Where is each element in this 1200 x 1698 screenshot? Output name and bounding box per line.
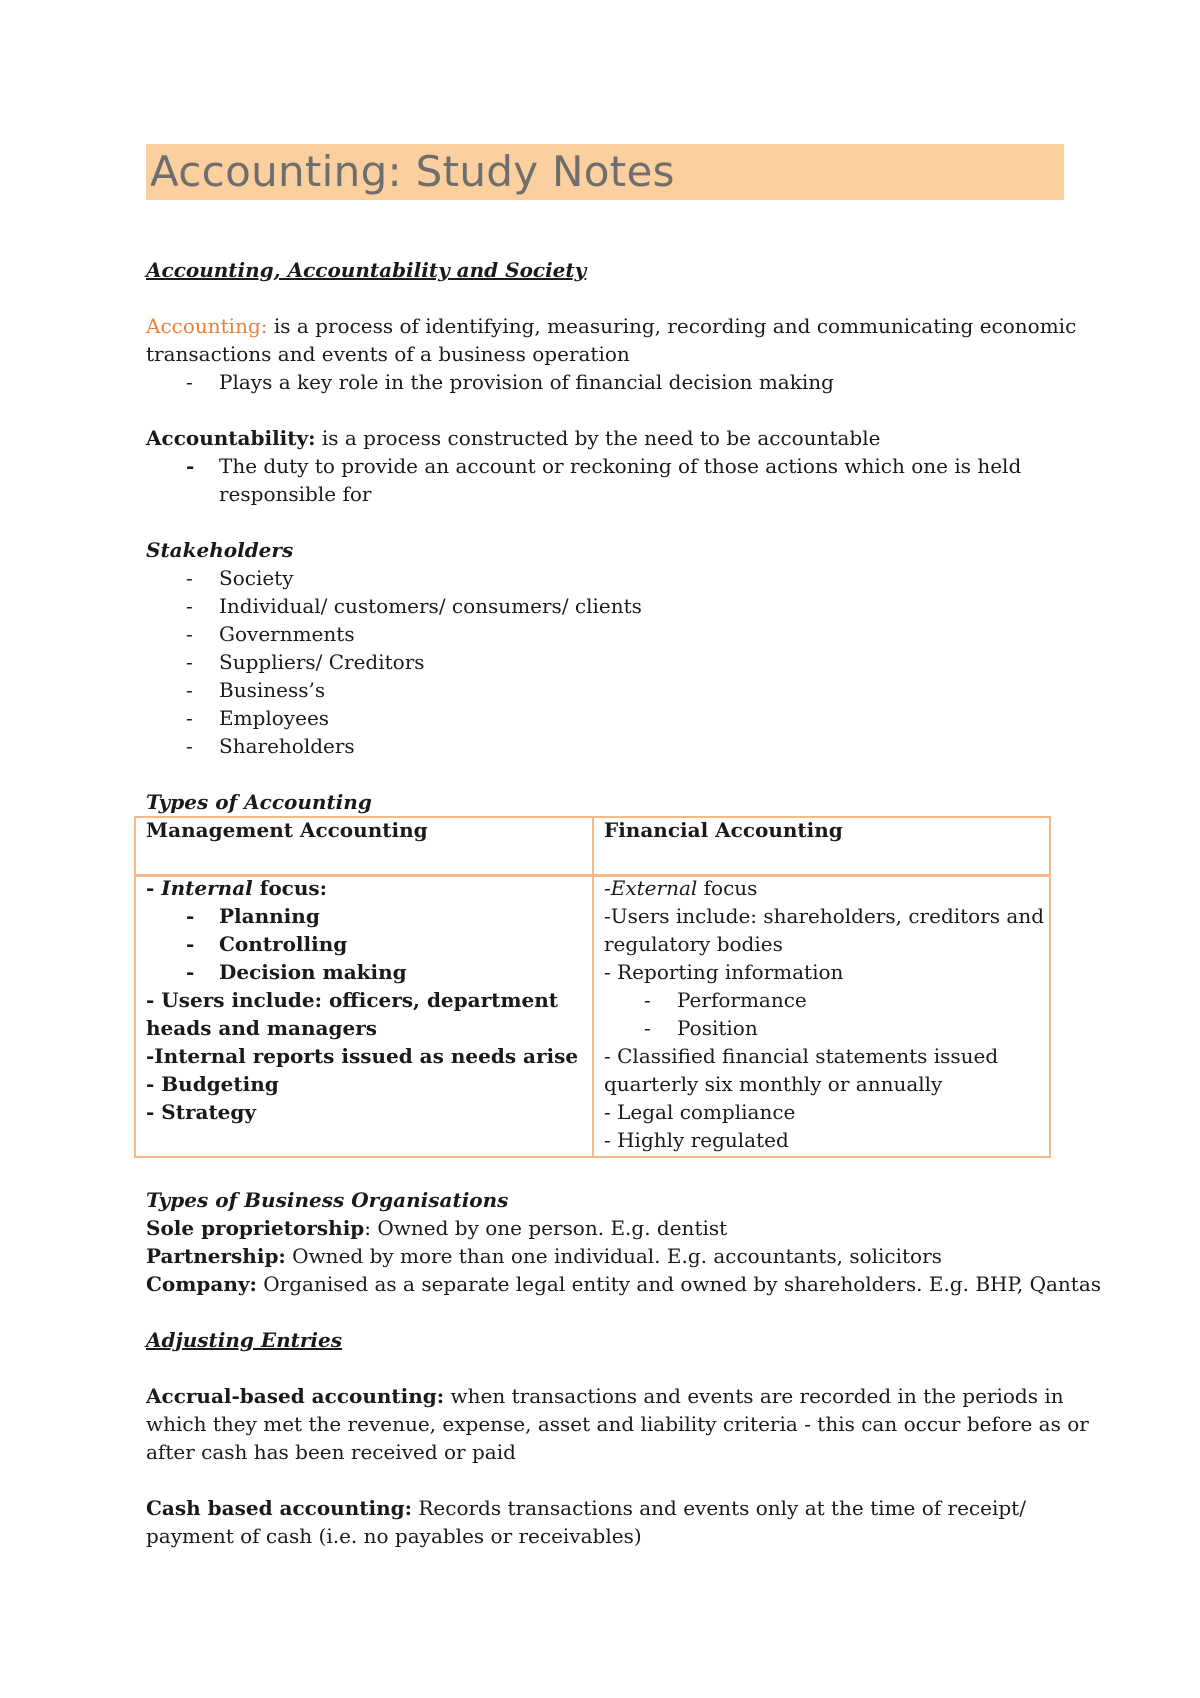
- accounting-definition-line-2: transactions and events of a business operation: [146, 342, 630, 366]
- company-definition: Organised as a separate legal entity and owned by shareholders. E.g. BHP, Qantas: [256, 1272, 1102, 1296]
- stakeholder-item: Business’s: [219, 678, 326, 702]
- financial-line: -Users include: shareholders, creditors and: [604, 904, 1045, 928]
- management-line: - Budgeting: [146, 1072, 279, 1096]
- bullet-dash: -: [644, 988, 651, 1012]
- bullet-dash: -: [186, 370, 193, 394]
- stakeholders-heading: Stakeholders: [146, 538, 294, 562]
- financial-bullet: Position: [677, 1016, 758, 1040]
- accrual-definition-line-3: after cash has been received or paid: [146, 1440, 516, 1464]
- management-bullet: Decision making: [219, 960, 407, 984]
- cash-term: Cash based accounting:: [146, 1496, 412, 1520]
- cash-definition-text: Records transactions and events only at the time of receipt/: [412, 1496, 1026, 1520]
- financial-focus: [604, 874, 757, 902]
- management-focus-rest: focus:: [252, 876, 328, 900]
- accountability-bullet-line-1: The duty to provide an account or reckoning of those actions which one is held: [219, 454, 1022, 478]
- management-focus-italic: Internal: [161, 876, 253, 900]
- accounting-term: Accounting:: [146, 314, 268, 338]
- financial-line: - Classified financial statements issued: [604, 1044, 999, 1068]
- financial-focus-rest: focus: [697, 876, 758, 900]
- financial-line: regulatory bodies: [604, 932, 783, 956]
- accountability-bullet-line-2: responsible for: [219, 482, 372, 506]
- management-line: - Strategy: [146, 1100, 257, 1124]
- stakeholder-item: Governments: [219, 622, 355, 646]
- company-line: [146, 1270, 1101, 1298]
- management-line: -Internal reports issued as needs arise: [146, 1044, 579, 1068]
- accounting-definition-text: is a process of identifying, measuring, recording and communicating economic: [267, 314, 1077, 338]
- table-column-divider: [592, 818, 594, 1156]
- bullet-dash: -: [186, 960, 195, 984]
- partnership-definition: Owned by more than one individual. E.g. accountants, solicitors: [285, 1244, 942, 1268]
- accrual-term: Accrual-based accounting:: [146, 1384, 445, 1408]
- stakeholder-item: Society: [219, 566, 294, 590]
- bullet-dash: -: [186, 594, 193, 618]
- accounting-types-table: [134, 816, 1051, 1158]
- financial-line: quarterly six monthly or annually: [604, 1072, 943, 1096]
- financial-line: - Highly regulated: [604, 1128, 789, 1152]
- stakeholder-item: Employees: [219, 706, 330, 730]
- stakeholder-item: Shareholders: [219, 734, 355, 758]
- financial-focus-italic: -External: [604, 876, 698, 900]
- accountability-definition: [146, 424, 880, 452]
- bullet-dash: -: [186, 650, 193, 674]
- cash-definition-line-2: payment of cash (i.e. no payables or receivables): [146, 1524, 642, 1548]
- management-focus: [146, 874, 327, 902]
- section-heading-accounting-society: Accounting, Accountability and Society: [146, 258, 587, 282]
- bullet-dash: -: [186, 678, 193, 702]
- bullet-dash: -: [186, 932, 195, 956]
- sole-proprietorship-term: Sole proprietorship: [146, 1216, 365, 1240]
- business-organisations-heading: Types of Business Organisations: [146, 1188, 509, 1212]
- cash-definition-line-1: [146, 1494, 1026, 1522]
- accrual-definition-line-2: which they met the revenue, expense, asset and liability criteria - this can occur before as or: [146, 1412, 1089, 1436]
- bullet-dash: -: [186, 734, 193, 758]
- accrual-definition-text: when transactions and events are recorded in the periods in: [444, 1384, 1064, 1408]
- financial-line: - Legal compliance: [604, 1100, 796, 1124]
- types-of-accounting-heading: Types of Accounting: [146, 790, 372, 814]
- sole-proprietorship-line: [146, 1214, 727, 1242]
- adjusting-entries-heading: Adjusting Entries: [146, 1328, 343, 1352]
- management-line: - Users include: officers, department: [146, 988, 559, 1012]
- accountability-definition-text: is a process constructed by the need to be accountable: [315, 426, 881, 450]
- bullet-dash: -: [644, 1016, 651, 1040]
- stakeholder-item: Suppliers/ Creditors: [219, 650, 425, 674]
- partnership-term: Partnership:: [146, 1244, 286, 1268]
- bullet-dash: -: [186, 454, 195, 478]
- management-line: heads and managers: [146, 1016, 378, 1040]
- table-header-financial: Financial Accounting: [604, 818, 843, 842]
- management-focus-prefix: -: [146, 876, 162, 900]
- accounting-definition-line-1: [146, 312, 1076, 340]
- table-header-management: Management Accounting: [146, 818, 428, 842]
- sole-proprietorship-definition: : Owned by one person. E.g. dentist: [364, 1216, 728, 1240]
- accrual-definition-line-1: [146, 1382, 1064, 1410]
- bullet-dash: -: [186, 566, 193, 590]
- bullet-dash: -: [186, 622, 193, 646]
- company-term: Company:: [146, 1272, 257, 1296]
- accountability-term: Accountability:: [146, 426, 316, 450]
- management-bullet: Planning: [219, 904, 320, 928]
- financial-bullet: Performance: [677, 988, 807, 1012]
- partnership-line: [146, 1242, 942, 1270]
- bullet-dash: -: [186, 904, 195, 928]
- management-bullet: Controlling: [219, 932, 348, 956]
- bullet-dash: -: [186, 706, 193, 730]
- page-title: Accounting: Study Notes: [150, 147, 675, 196]
- financial-line: - Reporting information: [604, 960, 844, 984]
- accounting-bullet: Plays a key role in the provision of financial decision making: [219, 370, 834, 394]
- stakeholder-item: Individual/ customers/ consumers/ clients: [219, 594, 642, 618]
